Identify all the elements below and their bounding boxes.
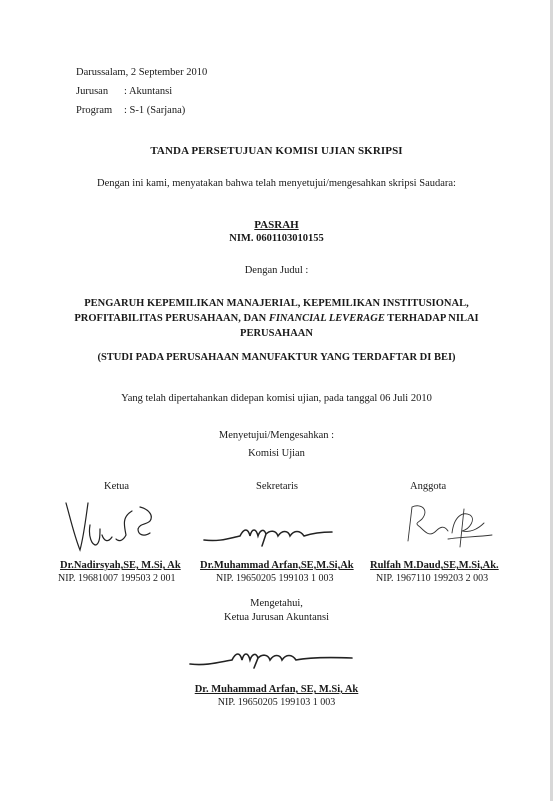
intro-text: Dengan ini kami, menyatakan bahwa telah menyetujui/mengesahkan skripsi Saudara: <box>97 178 456 189</box>
defended-text: Yang telah dipertahankan didepan komisi ujian, pada tanggal 06 Juli 2010 <box>121 393 432 404</box>
approval-line2: Komisi Ujian <box>248 448 305 459</box>
document-title: TANDA PERSETUJUAN KOMISI UJIAN SKRIPSI <box>150 145 403 157</box>
thesis-title-line2 <box>0 313 553 324</box>
signature-anggota <box>400 497 500 553</box>
anggota-nip: NIP. 1967110 199203 2 003 <box>376 573 489 584</box>
acknowledged-line2: Ketua Jurusan Akuntansi <box>224 612 329 623</box>
role-anggota: Anggota <box>410 481 447 492</box>
judul-label: Dengan Judul : <box>244 265 309 276</box>
ketua-jurusan-nip: NIP. 19650205 199103 1 003 <box>217 697 336 708</box>
ketua-name: Dr.Nadirsyah,SE, M.Si, Ak <box>60 560 181 571</box>
jurusan-label: Jurusan <box>76 86 109 97</box>
signature-ketua-jurusan <box>186 646 356 672</box>
sekretaris-name: Dr.Muhammad Arfan,SE,M.Si,Ak <box>200 560 354 571</box>
approval-line1: Menyetujui/Mengesahkan : <box>218 430 335 441</box>
anggota-name: Rulfah M.Daud,SE,M.Si,Ak. <box>370 560 499 571</box>
program-value: : S-1 (Sarjana) <box>124 105 186 116</box>
role-sekretaris: Sekretaris <box>256 481 298 492</box>
ketua-nip: NIP. 19681007 199503 2 001 <box>58 573 176 584</box>
thesis-title-line2-c: TERHADAP NILAI <box>384 313 479 324</box>
thesis-title-line1: PENGARUH KEPEMILIKAN MANAJERIAL, KEPEMILIKAN INSTITUSIONAL, <box>84 298 469 309</box>
sekretaris-nip: NIP. 19650205 199103 1 003 <box>216 573 334 584</box>
student-nim: NIM. 0601103010155 <box>229 233 324 244</box>
student-name: PASRAH <box>254 219 299 231</box>
jurusan-value: : Akuntansi <box>124 86 173 97</box>
place-date: Darussalam, 2 September 2010 <box>76 67 208 78</box>
program-label: Program <box>76 105 113 116</box>
signature-ketua <box>60 495 165 557</box>
ketua-jurusan-name: Dr. Muhammad Arfan, SE, M.Si, Ak <box>194 684 359 695</box>
thesis-title-line3: PERUSAHAAN <box>240 328 313 339</box>
role-ketua: Ketua <box>104 481 130 492</box>
thesis-title-line2-italic: FINANCIAL LEVERAGE <box>268 313 385 324</box>
thesis-title-line2-a: PROFITABILITAS PERUSAHAAN, DAN <box>74 313 269 324</box>
acknowledged-line1: Mengetahui, <box>250 598 303 609</box>
thesis-subtitle: (STUDI PADA PERUSAHAAN MANUFAKTUR YANG TERDAFTAR DI BEI) <box>97 352 456 363</box>
signature-sekretaris <box>200 518 340 550</box>
